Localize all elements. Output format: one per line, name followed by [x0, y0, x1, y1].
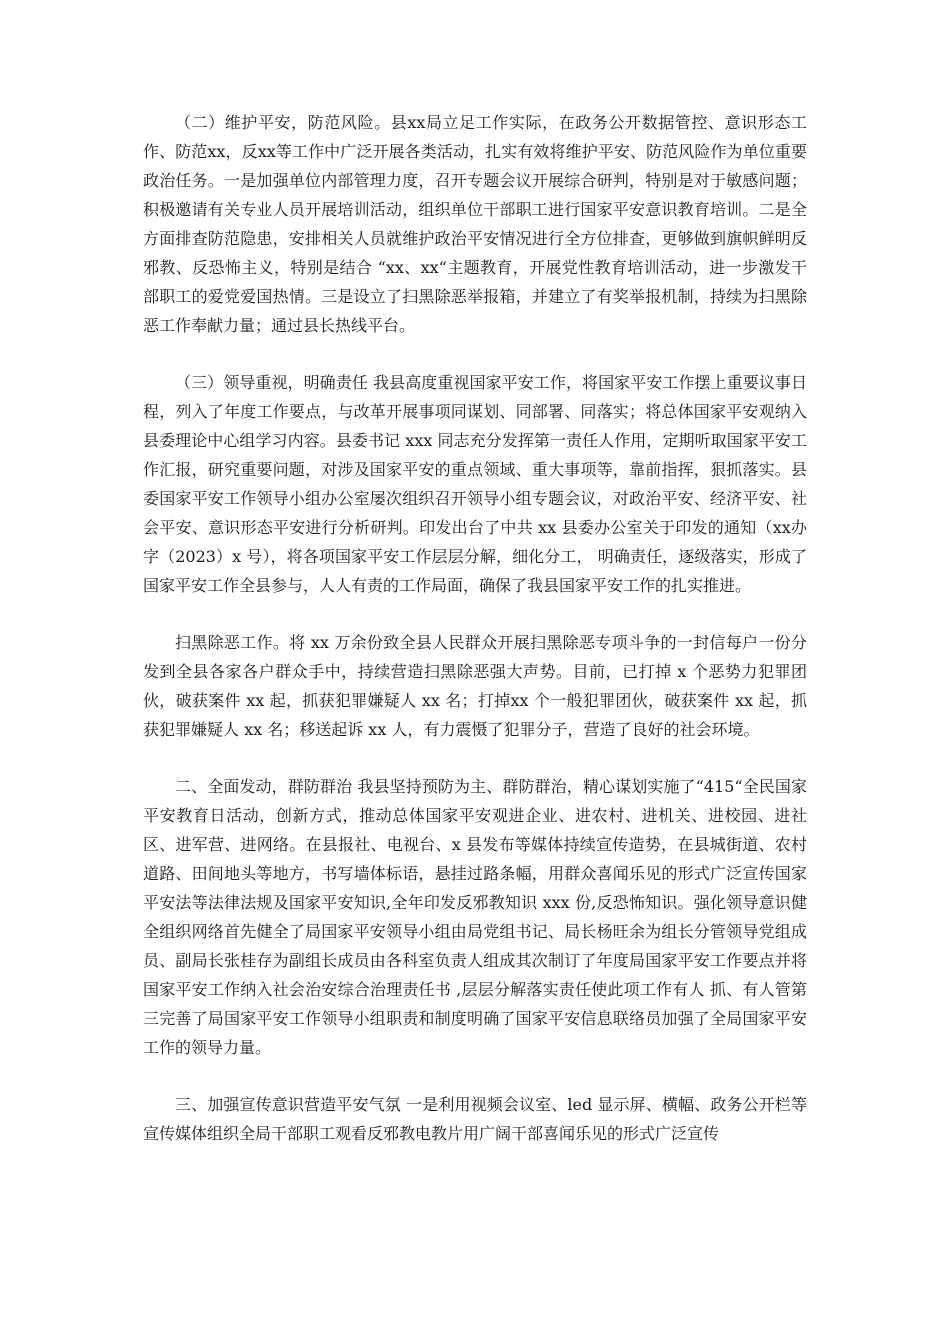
paragraph-leadership: （三）领导重视，明确责任 我县高度重视国家平安工作，将国家平安工作摆上重要议事日程，列入了年度工作要点，与改革开展事项同谋划、同部署、同落实；将总体国家平安观纳入县委理论中心组学习内容。县委书记 xxx 同志充分发挥第一责任人作用，定期听取国家平安工作汇报，研究重要问题，对涉及国家平安的重点领域、重大事项等，靠前指挥，狠抓落实。县委国家平安工作领导小组办公室屡次组织召开领导小组专题会议，对政治平安、经济平安、社会平安、意识形态平安进行分析研判。印发出台了中共 xx 县委办公室关于印发的通知（xx办字（2023）x 号），将各项国家平安工作层层分解，细化分工， 明确责任，逐级落实，形成了国家平安工作全县参与，人人有责的工作局面，确保了我县国家平安工作的扎实推进。	[143, 373, 807, 595]
paragraph-maintain-safety: （二）维护平安，防范风险。县xx局立足工作实际，在政务公开数据管控、意识形态工作、防范xx，反xx等工作中广泛开展各类活动，扎实有效将维护平安、防范风险作为单位重要政治任务。一是加强单位内部管理力度，召开专题会议开展综合研判，特别是对于敏感问题；积极邀请有关专业人员开展培训活动，组织单位干部职工进行国家平安意识教育培训。二是全方面排查防范隐患，安排相关人员就维护政治平安情况进行全方位排查，更够做到旗帜鲜明反邪教、反恐怖主义，特别是结合 “xx、xx“主题教育，开展党性教育培训活动，进一步激发干部职工的爱党爱国热情。三是设立了扫黑除恶举报箱，并建立了有奖举报机制，持续为扫黑除恶工作奉献力量；通过县长热线平台。	[143, 113, 807, 335]
paragraph-anti-gang: 扫黑除恶工作。将 xx 万余份致全县人民群众开展扫黑除恶专项斗争的一封信每户一份分发到全县各家各户群众手中，持续营造扫黑除恶强大声势。目前，已打掉 x 个恶势力犯罪团伙，破获案件 xx 起，抓获犯罪嫌疑人 xx 名；打掉xx 个一般犯罪团伙，破获案件 xx 起，抓获犯罪嫌疑人 xx 名；移送起诉 xx 人，有力震慑了犯罪分子，营造了良好的社会环境。	[143, 633, 807, 739]
paragraph-mass-prevention: 二、全面发动，群防群治 我县坚持预防为主、群防群治，精心谋划实施了“415“全民国家平安教育日活动，创新方式，推动总体国家平安观进企业、进农村、进机关、进校园、进社区、进军营、进网络。在县报社、电视台、x 县发布等媒体持续宣传造势，在县城街道、农村道路、田间地头等地方，书写墙体标语，悬挂过路条幅，用群众喜闻乐见的形式广泛宣传国家平安法等法律法规及国家平安知识,全年印发反邪教知识 xxx 份,反恐怖知识。强化领导意识健全组织网络首先健全了局国家平安领导小组由局党组书记、局长杨旺余为组长分管领导党组成员、副局长张桂存为副组长成员由各科室负责人组成其次制订了年度局国家平安工作要点并将国家平安工作纳入社会治安综合治理责任书 ,层层分解落实责任使此项工作有人 抓、有人管第三完善了局国家平安工作领导小组职责和制度明确了国家平安信息联络员加强了全局国家平安工作的领导力量。	[143, 777, 807, 1057]
document-body	[143, 108, 807, 1176]
paragraph-publicity: 三、加强宣传意识营造平安气氛 一是利用视频会议室、led 显示屏、横幅、政务公开栏等宣传媒体组织全局干部职工观看反邪教电教片用广阔干部喜闻乐见的形式广泛宣传	[143, 1095, 807, 1143]
